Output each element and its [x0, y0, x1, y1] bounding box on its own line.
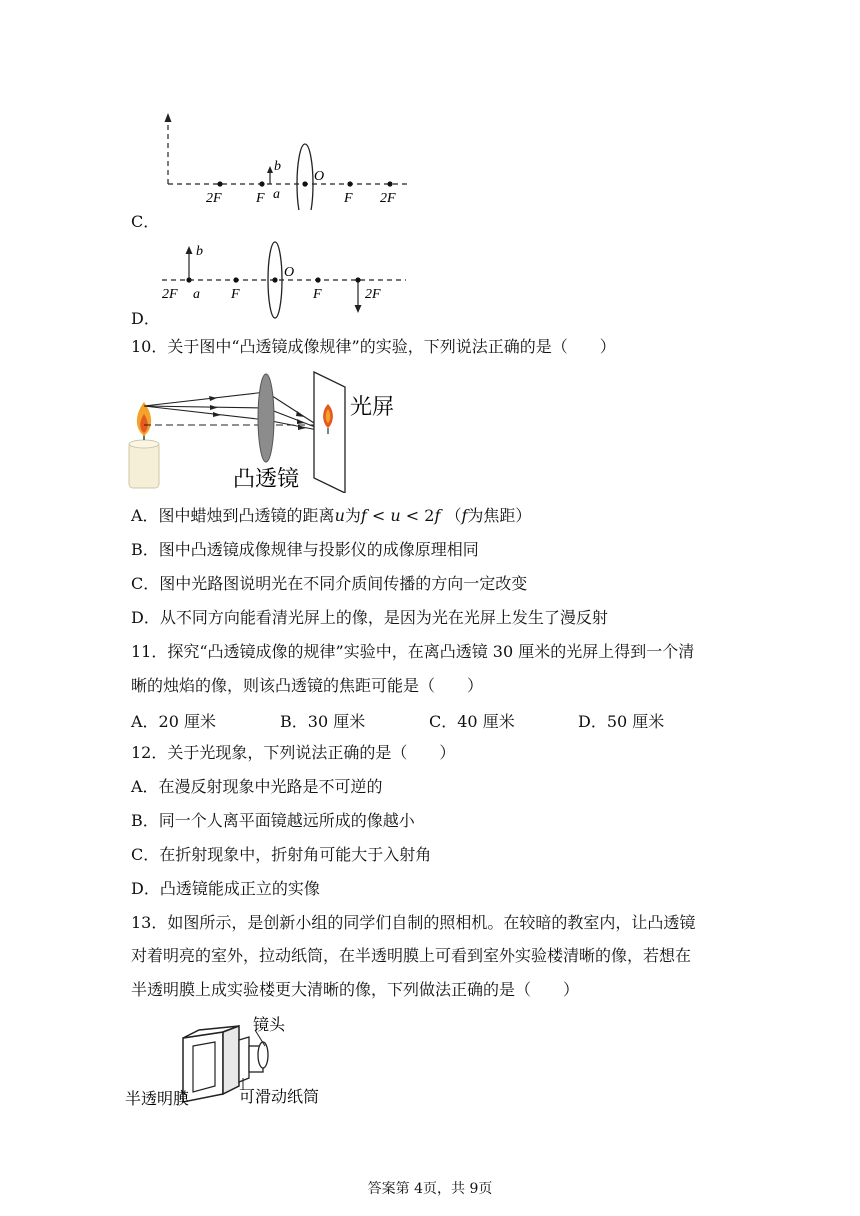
- q12-option-c: C．在折射现象中，折射角可能大于入射角: [131, 845, 432, 864]
- q11-option-b: B．30 厘米: [280, 712, 366, 731]
- label-2f-left: 2F: [162, 287, 178, 302]
- q12-option-b: B．同一个人离平面镜越远所成的像越小: [131, 811, 415, 830]
- q11-stem-line-2: 晰的烛焰的像，则该凸透镜的焦距可能是（ ）: [131, 676, 484, 695]
- q10-option-a: A．图中蜡烛到凸透镜的距离u为f < u < 2f （f为焦距）: [131, 506, 532, 525]
- label-a: a: [273, 187, 280, 202]
- label-b: b: [196, 244, 203, 259]
- q9-option-c-diagram: [150, 110, 420, 210]
- q10-lens-experiment-figure: [125, 368, 415, 493]
- label-2f-left: 2F: [206, 191, 222, 206]
- q13-stem-line-3: 半透明膜上成实验楼更大清晰的像，下列做法正确的是（ ）: [131, 980, 580, 999]
- q12-option-d: D．凸透镜能成正立的实像: [131, 879, 320, 898]
- label-o: O: [314, 169, 325, 184]
- q11-stem-line-1: 11．探究“凸透镜成像的规律”实验中，在离凸透镜 30 厘米的光屏上得到一个清: [131, 642, 695, 661]
- q11-option-c: C．40 厘米: [429, 712, 515, 731]
- film-label: 半透明膜: [125, 1091, 190, 1108]
- q13-stem-line-1: 13．如图所示，是创新小组的同学们自制的照相机。在较暗的教室内，让凸透镜: [131, 913, 696, 932]
- q10-option-b: B．图中凸透镜成像规律与投影仪的成像原理相同: [131, 540, 479, 559]
- q10-option-d: D．从不同方向能看清光屏上的像，是因为光在光屏上发生了漫反射: [131, 608, 608, 627]
- label-o: O: [284, 265, 295, 280]
- q10-stem: 10．关于图中“凸透镜成像规律”的实验，下列说法正确的是（ ）: [131, 337, 616, 356]
- q11-option-a: A．20 厘米: [131, 712, 217, 731]
- label-b: b: [274, 159, 281, 174]
- label-2f-right: 2F: [380, 191, 396, 206]
- translucent-film: [193, 1042, 215, 1092]
- q9-option-c-label: C．: [131, 212, 160, 231]
- label-f-right: F: [344, 191, 353, 206]
- q9-option-d-label: D．: [131, 309, 160, 328]
- convex-lens: [297, 144, 313, 210]
- q12-option-a: A．在漫反射现象中光路是不可逆的: [131, 777, 383, 796]
- q10-option-c: C．图中光路图说明光在不同介质间传播的方向一定改变: [131, 574, 528, 593]
- tube-label: 可滑动纸筒: [239, 1089, 320, 1106]
- candle-icon: [129, 443, 159, 488]
- q9-option-d-diagram: [150, 238, 420, 320]
- q11-options: [0, 709, 860, 729]
- label-f-left: F: [256, 191, 265, 206]
- q11-option-d: D．50 厘米: [578, 712, 665, 731]
- sliding-tube: [239, 1037, 249, 1082]
- q13-stem-line-2: 对着明亮的室外，拉动纸筒，在半透明膜上可看到室外实验楼清晰的像，若想在: [131, 946, 692, 965]
- lens-label: 凸透镜: [233, 466, 300, 491]
- screen-label: 光屏: [350, 394, 395, 419]
- convex-lens: [258, 374, 274, 462]
- label-f-left: F: [231, 287, 240, 302]
- label-a: a: [193, 287, 200, 302]
- camera-lens: [258, 1042, 268, 1068]
- label-f-right: F: [313, 287, 322, 302]
- page-footer: 答案第 4页，共 9页: [367, 1181, 493, 1197]
- q13-camera-figure: [125, 1010, 365, 1115]
- lens-label: 镜头: [253, 1017, 286, 1034]
- label-2f-right: 2F: [365, 287, 381, 302]
- light-screen: [314, 372, 345, 493]
- q12-stem: 12．关于光现象，下列说法正确的是（ ）: [131, 743, 456, 762]
